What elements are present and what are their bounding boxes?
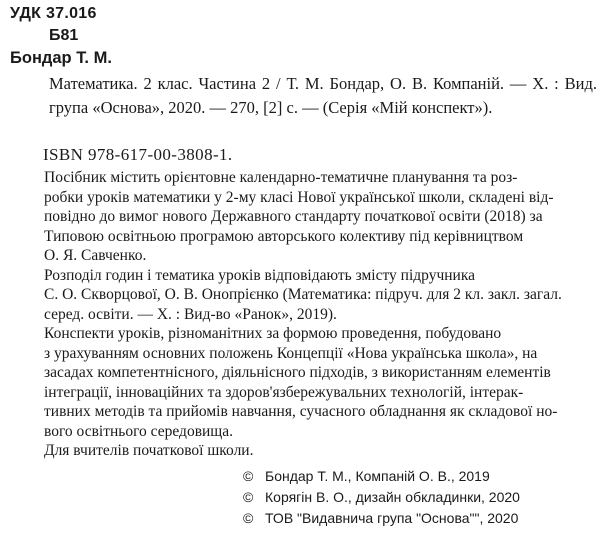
annotation-paragraph-4 [10, 441, 594, 461]
copyright-symbol: © [243, 468, 254, 484]
bbk-code: Б81 [49, 27, 79, 44]
copyright-text: Бондар Т. М., Компаній О. В., 2019 [265, 468, 490, 484]
annotation-line: Конспекти уроків, різноманітних за формою проведення, побудовано [44, 325, 502, 342]
annotation-line: О. Я. Савченко. [44, 247, 147, 264]
annotation-line: інтеграції, інноваційних та здоров'язбережувальних технологій, інтерак- [44, 383, 524, 401]
annotation-paragraph-3 [10, 324, 594, 441]
annotation-line: серед. освіти. — Х. : Вид-во «Ранок», 2019). [44, 305, 337, 323]
annotation-line: вого освітнього середовища. [44, 422, 233, 440]
author-heading: Бондар Т. М. [10, 49, 112, 67]
isbn: ISBN 978-617-00-3808-1. [43, 145, 233, 164]
copyright-row [243, 487, 520, 508]
annotation-line: робки уроків математики у 2-му класі Нової української школи, складені від- [44, 188, 554, 206]
annotation-line: С. О. Скворцової, О. В. Онопрієнко (Математика: підруч. для 2 кл. закл. загал. [44, 286, 562, 303]
annotation [10, 168, 594, 461]
annotation-line: Типовою освітньою програмою авторського колективу під керівництвом [44, 227, 524, 245]
annotation-line: засадах компетентнісного, діяльнісного підходів, з використанням елементів [44, 364, 551, 381]
copyright-text: ТОВ "Видавнича група "Основа"", 2020 [265, 510, 519, 526]
annotation-paragraph-2 [10, 266, 594, 325]
copyright-symbol: © [243, 510, 254, 526]
copyright-row [243, 466, 520, 487]
annotation-paragraph-1 [10, 168, 594, 266]
copyright-text: Корягін В. О., дизайн обкладинки, 2020 [265, 489, 520, 505]
udk-code: УДК 37.016 [10, 5, 97, 22]
annotation-line: з урахуванням основних положень Концепції «Нова українська школа», на [44, 344, 538, 362]
annotation-line: тивних методів та прийомів навчання, сучасного обладнання як складової но- [44, 403, 558, 420]
annotation-line: Розподіл годин і тематика уроків відповідають змісту підручника [44, 266, 476, 284]
annotation-line: Для вчителів початкової школи. [44, 442, 254, 459]
annotation-line: повідно до вимог нового Державного стандарту початкової освіти (2018) за [44, 208, 543, 225]
copyright-block [243, 466, 520, 529]
bibliographic-description: Математика. 2 клас. Частина 2 / Т. М. Бондар, О. В. Компаній. — Х. : Вид. група «Основа», 2020. — 270, [2] с. — (Серія «Мій конспект»). [49, 74, 597, 117]
copyright-row [243, 508, 520, 529]
copyright-symbol: © [243, 489, 254, 505]
annotation-line: Посібник містить орієнтовне календарно-тематичне планування та роз- [44, 169, 518, 186]
